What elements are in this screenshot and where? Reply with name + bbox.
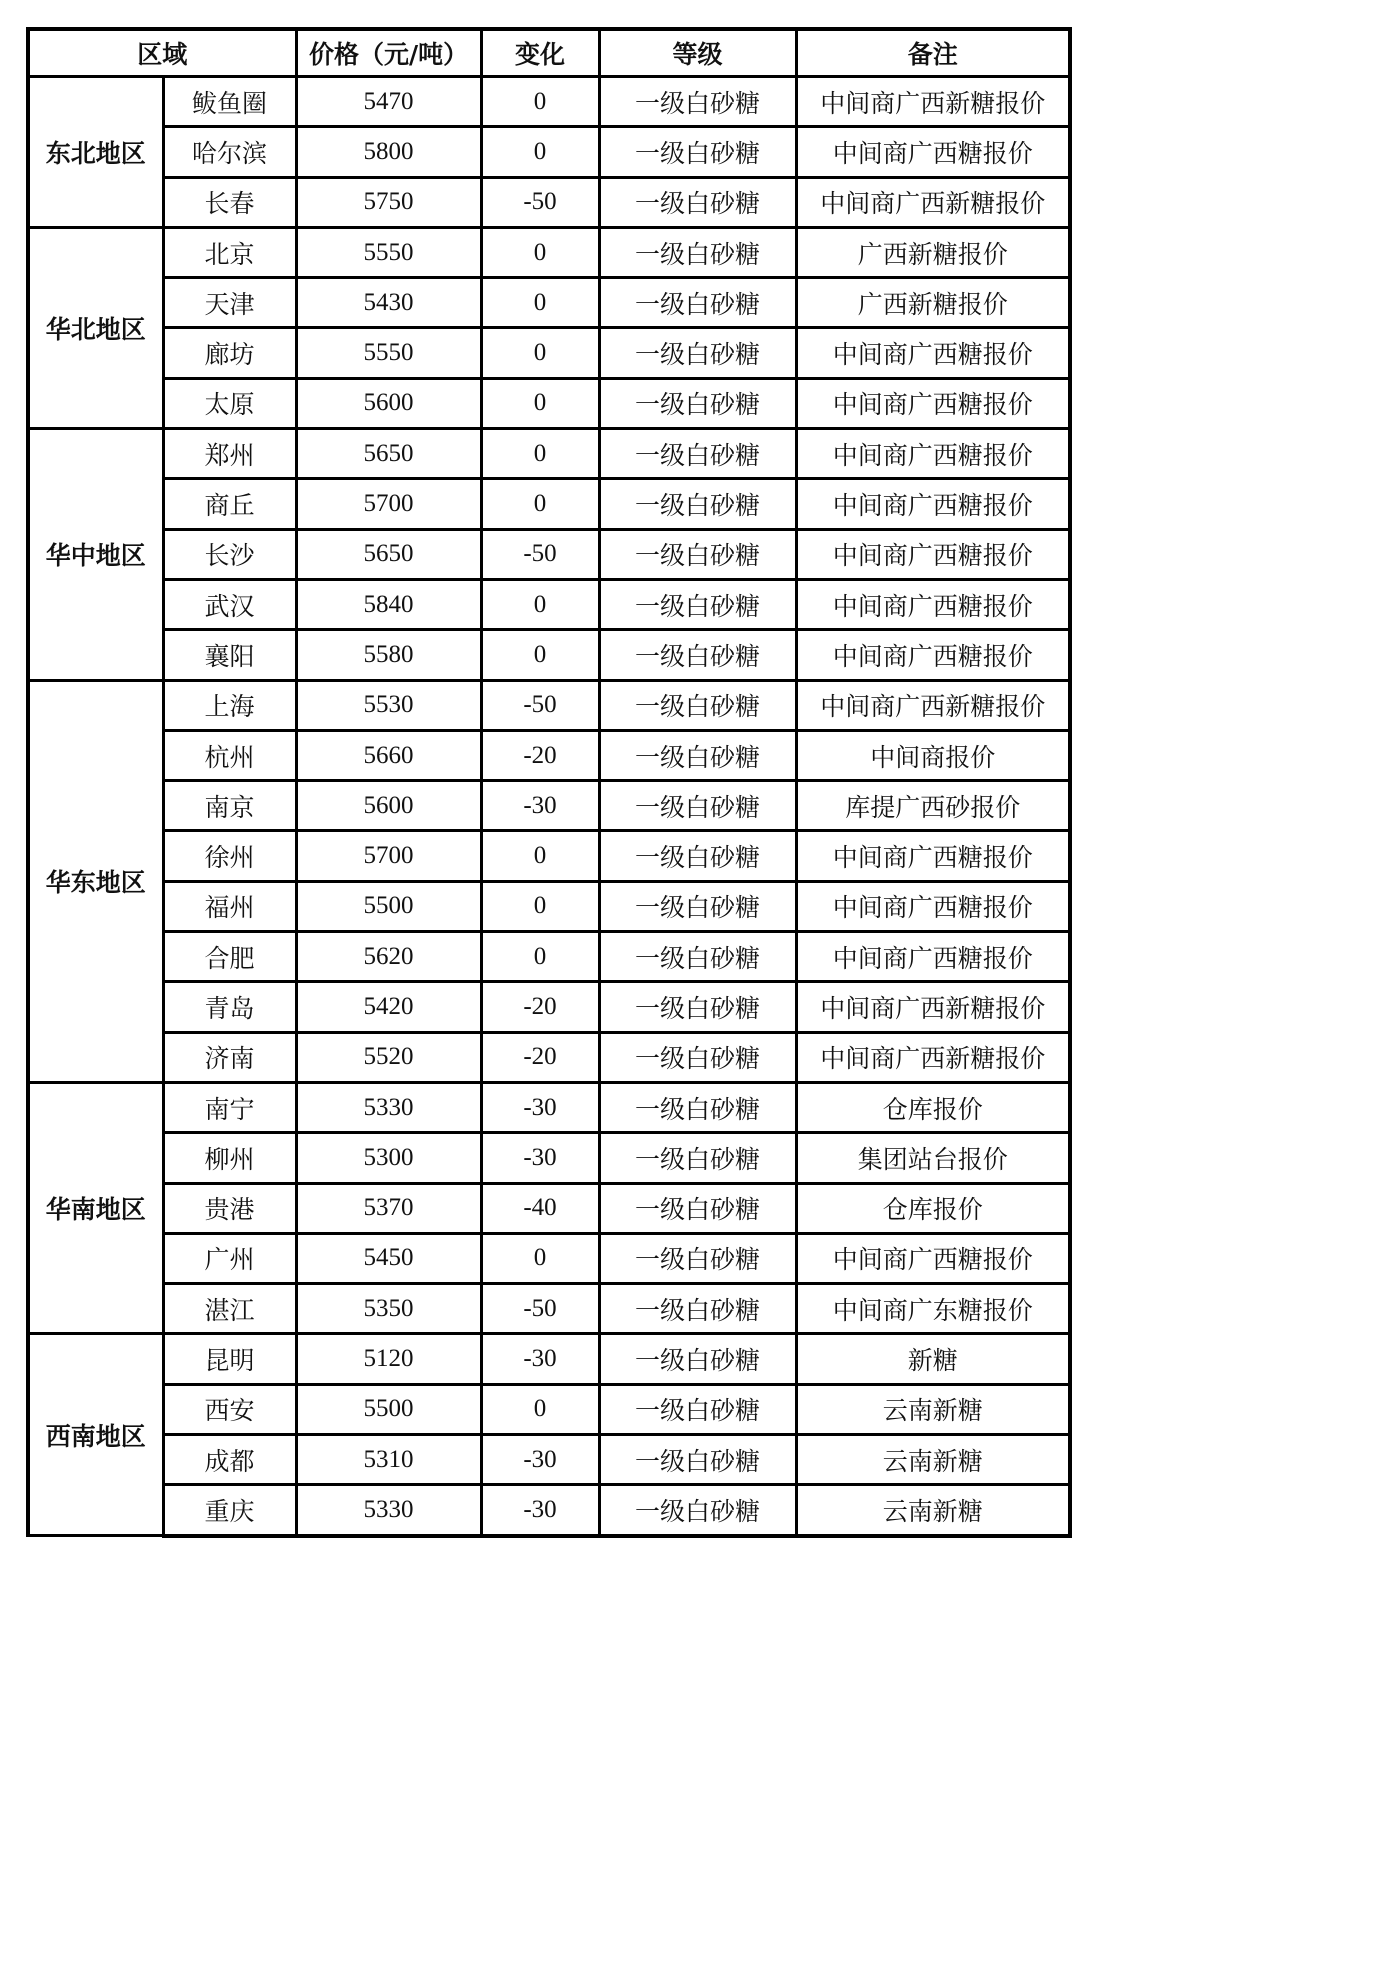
note-cell: 中间商广东糖报价 (796, 1284, 1070, 1334)
grade-cell: 一级白砂糖 (599, 1032, 796, 1082)
change-cell: 0 (481, 227, 599, 277)
table-row (28, 831, 1070, 881)
note-cell: 中间商广西糖报价 (796, 429, 1070, 479)
city-cell: 长春 (163, 177, 296, 227)
note-cell: 广西新糖报价 (796, 278, 1070, 328)
grade-cell: 一级白砂糖 (599, 1485, 796, 1536)
table-row (28, 227, 1070, 277)
city-cell: 重庆 (163, 1485, 296, 1536)
change-cell: -50 (481, 1284, 599, 1334)
price-cell: 5800 (296, 127, 481, 177)
change-cell: -50 (481, 680, 599, 730)
table-row (28, 730, 1070, 780)
grade-cell: 一级白砂糖 (599, 831, 796, 881)
grade-cell: 一级白砂糖 (599, 227, 796, 277)
region-cell: 东北地区 (28, 77, 163, 228)
price-cell: 5450 (296, 1233, 481, 1283)
price-cell: 5620 (296, 932, 481, 982)
price-cell: 5520 (296, 1032, 481, 1082)
price-cell: 5840 (296, 579, 481, 629)
change-cell: 0 (481, 881, 599, 931)
city-cell: 北京 (163, 227, 296, 277)
change-cell: -20 (481, 1032, 599, 1082)
document-page (26, 27, 1072, 1538)
price-cell: 5600 (296, 781, 481, 831)
price-cell: 5500 (296, 881, 481, 931)
grade-cell: 一级白砂糖 (599, 328, 796, 378)
header-region: 区域 (28, 29, 296, 77)
grade-cell: 一级白砂糖 (599, 278, 796, 328)
price-cell: 5430 (296, 278, 481, 328)
change-cell: 0 (481, 479, 599, 529)
header-change: 变化 (481, 29, 599, 77)
note-cell: 中间商广西糖报价 (796, 127, 1070, 177)
city-cell: 杭州 (163, 730, 296, 780)
region-cell: 华东地区 (28, 680, 163, 1082)
grade-cell: 一级白砂糖 (599, 529, 796, 579)
city-cell: 长沙 (163, 529, 296, 579)
city-cell: 徐州 (163, 831, 296, 881)
table-row (28, 932, 1070, 982)
note-cell: 中间商广西新糖报价 (796, 1032, 1070, 1082)
table-row (28, 1384, 1070, 1434)
grade-cell: 一级白砂糖 (599, 1133, 796, 1183)
change-cell: 0 (481, 1233, 599, 1283)
change-cell: 0 (481, 429, 599, 479)
note-cell: 中间商广西糖报价 (796, 529, 1070, 579)
note-cell: 中间商广西糖报价 (796, 1233, 1070, 1283)
city-cell: 成都 (163, 1435, 296, 1485)
table-row (28, 429, 1070, 479)
price-cell: 5350 (296, 1284, 481, 1334)
region-cell: 华南地区 (28, 1082, 163, 1333)
grade-cell: 一级白砂糖 (599, 479, 796, 529)
table-row (28, 630, 1070, 680)
grade-cell: 一级白砂糖 (599, 630, 796, 680)
grade-cell: 一级白砂糖 (599, 982, 796, 1032)
table-row (28, 680, 1070, 730)
grade-cell: 一级白砂糖 (599, 730, 796, 780)
table-row (28, 1435, 1070, 1485)
city-cell: 太原 (163, 378, 296, 428)
table-row (28, 479, 1070, 529)
change-cell: -30 (481, 1082, 599, 1132)
note-cell: 云南新糖 (796, 1485, 1070, 1536)
city-cell: 襄阳 (163, 630, 296, 680)
note-cell: 云南新糖 (796, 1435, 1070, 1485)
note-cell: 中间商报价 (796, 730, 1070, 780)
city-cell: 湛江 (163, 1284, 296, 1334)
price-cell: 5650 (296, 529, 481, 579)
change-cell: -30 (481, 781, 599, 831)
city-cell: 青岛 (163, 982, 296, 1032)
price-cell: 5580 (296, 630, 481, 680)
table-row (28, 328, 1070, 378)
price-cell: 5700 (296, 479, 481, 529)
table-row (28, 781, 1070, 831)
grade-cell: 一级白砂糖 (599, 177, 796, 227)
city-cell: 广州 (163, 1233, 296, 1283)
region-cell: 西南地区 (28, 1334, 163, 1536)
change-cell: 0 (481, 378, 599, 428)
table-row (28, 127, 1070, 177)
price-cell: 5330 (296, 1485, 481, 1536)
region-cell: 华北地区 (28, 227, 163, 428)
table-row (28, 77, 1070, 127)
table-body (28, 77, 1070, 1536)
price-cell: 5370 (296, 1183, 481, 1233)
table-row (28, 881, 1070, 931)
price-cell: 5500 (296, 1384, 481, 1434)
header-note: 备注 (796, 29, 1070, 77)
note-cell: 仓库报价 (796, 1183, 1070, 1233)
table-header-row (28, 29, 1070, 77)
price-cell: 5600 (296, 378, 481, 428)
city-cell: 济南 (163, 1032, 296, 1082)
grade-cell: 一级白砂糖 (599, 1284, 796, 1334)
city-cell: 哈尔滨 (163, 127, 296, 177)
note-cell: 广西新糖报价 (796, 227, 1070, 277)
change-cell: 0 (481, 1384, 599, 1434)
grade-cell: 一级白砂糖 (599, 1183, 796, 1233)
note-cell: 云南新糖 (796, 1384, 1070, 1434)
note-cell: 中间商广西糖报价 (796, 630, 1070, 680)
note-cell: 中间商广西糖报价 (796, 479, 1070, 529)
grade-cell: 一级白砂糖 (599, 1082, 796, 1132)
note-cell: 中间商广西新糖报价 (796, 680, 1070, 730)
change-cell: -40 (481, 1183, 599, 1233)
table-row (28, 529, 1070, 579)
change-cell: 0 (481, 579, 599, 629)
city-cell: 贵港 (163, 1183, 296, 1233)
change-cell: -20 (481, 730, 599, 780)
change-cell: -20 (481, 982, 599, 1032)
change-cell: 0 (481, 328, 599, 378)
city-cell: 南京 (163, 781, 296, 831)
header-price: 价格（元/吨） (296, 29, 481, 77)
change-cell: 0 (481, 77, 599, 127)
grade-cell: 一级白砂糖 (599, 1334, 796, 1384)
price-cell: 5700 (296, 831, 481, 881)
note-cell: 中间商广西糖报价 (796, 881, 1070, 931)
table-row (28, 1334, 1070, 1384)
table-row (28, 982, 1070, 1032)
table-row (28, 1284, 1070, 1334)
price-cell: 5300 (296, 1133, 481, 1183)
note-cell: 新糖 (796, 1334, 1070, 1384)
city-cell: 柳州 (163, 1133, 296, 1183)
change-cell: 0 (481, 630, 599, 680)
note-cell: 仓库报价 (796, 1082, 1070, 1132)
price-cell: 5650 (296, 429, 481, 479)
table-row (28, 1485, 1070, 1536)
table-row (28, 579, 1070, 629)
city-cell: 南宁 (163, 1082, 296, 1132)
grade-cell: 一级白砂糖 (599, 781, 796, 831)
note-cell: 中间商广西糖报价 (796, 932, 1070, 982)
change-cell: -30 (481, 1334, 599, 1384)
grade-cell: 一级白砂糖 (599, 429, 796, 479)
change-cell: -30 (481, 1435, 599, 1485)
change-cell: 0 (481, 932, 599, 982)
city-cell: 昆明 (163, 1334, 296, 1384)
city-cell: 商丘 (163, 479, 296, 529)
price-cell: 5750 (296, 177, 481, 227)
grade-cell: 一级白砂糖 (599, 1384, 796, 1434)
table-row (28, 1032, 1070, 1082)
city-cell: 武汉 (163, 579, 296, 629)
price-cell: 5420 (296, 982, 481, 1032)
note-cell: 中间商广西新糖报价 (796, 77, 1070, 127)
table-row (28, 1082, 1070, 1132)
price-cell: 5550 (296, 328, 481, 378)
grade-cell: 一级白砂糖 (599, 1435, 796, 1485)
table-row (28, 278, 1070, 328)
sugar-price-table (26, 27, 1072, 1538)
change-cell: 0 (481, 278, 599, 328)
note-cell: 集团站台报价 (796, 1133, 1070, 1183)
table-row (28, 1133, 1070, 1183)
table-row (28, 378, 1070, 428)
change-cell: -50 (481, 177, 599, 227)
change-cell: -30 (481, 1485, 599, 1536)
city-cell: 合肥 (163, 932, 296, 982)
note-cell: 中间商广西糖报价 (796, 831, 1070, 881)
note-cell: 中间商广西新糖报价 (796, 982, 1070, 1032)
region-cell: 华中地区 (28, 429, 163, 680)
price-cell: 5530 (296, 680, 481, 730)
city-cell: 天津 (163, 278, 296, 328)
grade-cell: 一级白砂糖 (599, 127, 796, 177)
price-cell: 5330 (296, 1082, 481, 1132)
price-cell: 5550 (296, 227, 481, 277)
city-cell: 福州 (163, 881, 296, 931)
grade-cell: 一级白砂糖 (599, 77, 796, 127)
note-cell: 中间商广西糖报价 (796, 378, 1070, 428)
change-cell: -50 (481, 529, 599, 579)
city-cell: 鲅鱼圈 (163, 77, 296, 127)
city-cell: 西安 (163, 1384, 296, 1434)
grade-cell: 一级白砂糖 (599, 881, 796, 931)
grade-cell: 一级白砂糖 (599, 378, 796, 428)
price-cell: 5660 (296, 730, 481, 780)
table-row (28, 177, 1070, 227)
grade-cell: 一级白砂糖 (599, 680, 796, 730)
change-cell: 0 (481, 127, 599, 177)
change-cell: 0 (481, 831, 599, 881)
city-cell: 廊坊 (163, 328, 296, 378)
note-cell: 中间商广西糖报价 (796, 579, 1070, 629)
city-cell: 郑州 (163, 429, 296, 479)
note-cell: 中间商广西糖报价 (796, 328, 1070, 378)
change-cell: -30 (481, 1133, 599, 1183)
grade-cell: 一级白砂糖 (599, 932, 796, 982)
price-cell: 5120 (296, 1334, 481, 1384)
table-row (28, 1183, 1070, 1233)
city-cell: 上海 (163, 680, 296, 730)
header-grade: 等级 (599, 29, 796, 77)
note-cell: 库提广西砂报价 (796, 781, 1070, 831)
note-cell: 中间商广西新糖报价 (796, 177, 1070, 227)
grade-cell: 一级白砂糖 (599, 579, 796, 629)
price-cell: 5310 (296, 1435, 481, 1485)
grade-cell: 一级白砂糖 (599, 1233, 796, 1283)
price-cell: 5470 (296, 77, 481, 127)
table-row (28, 1233, 1070, 1283)
